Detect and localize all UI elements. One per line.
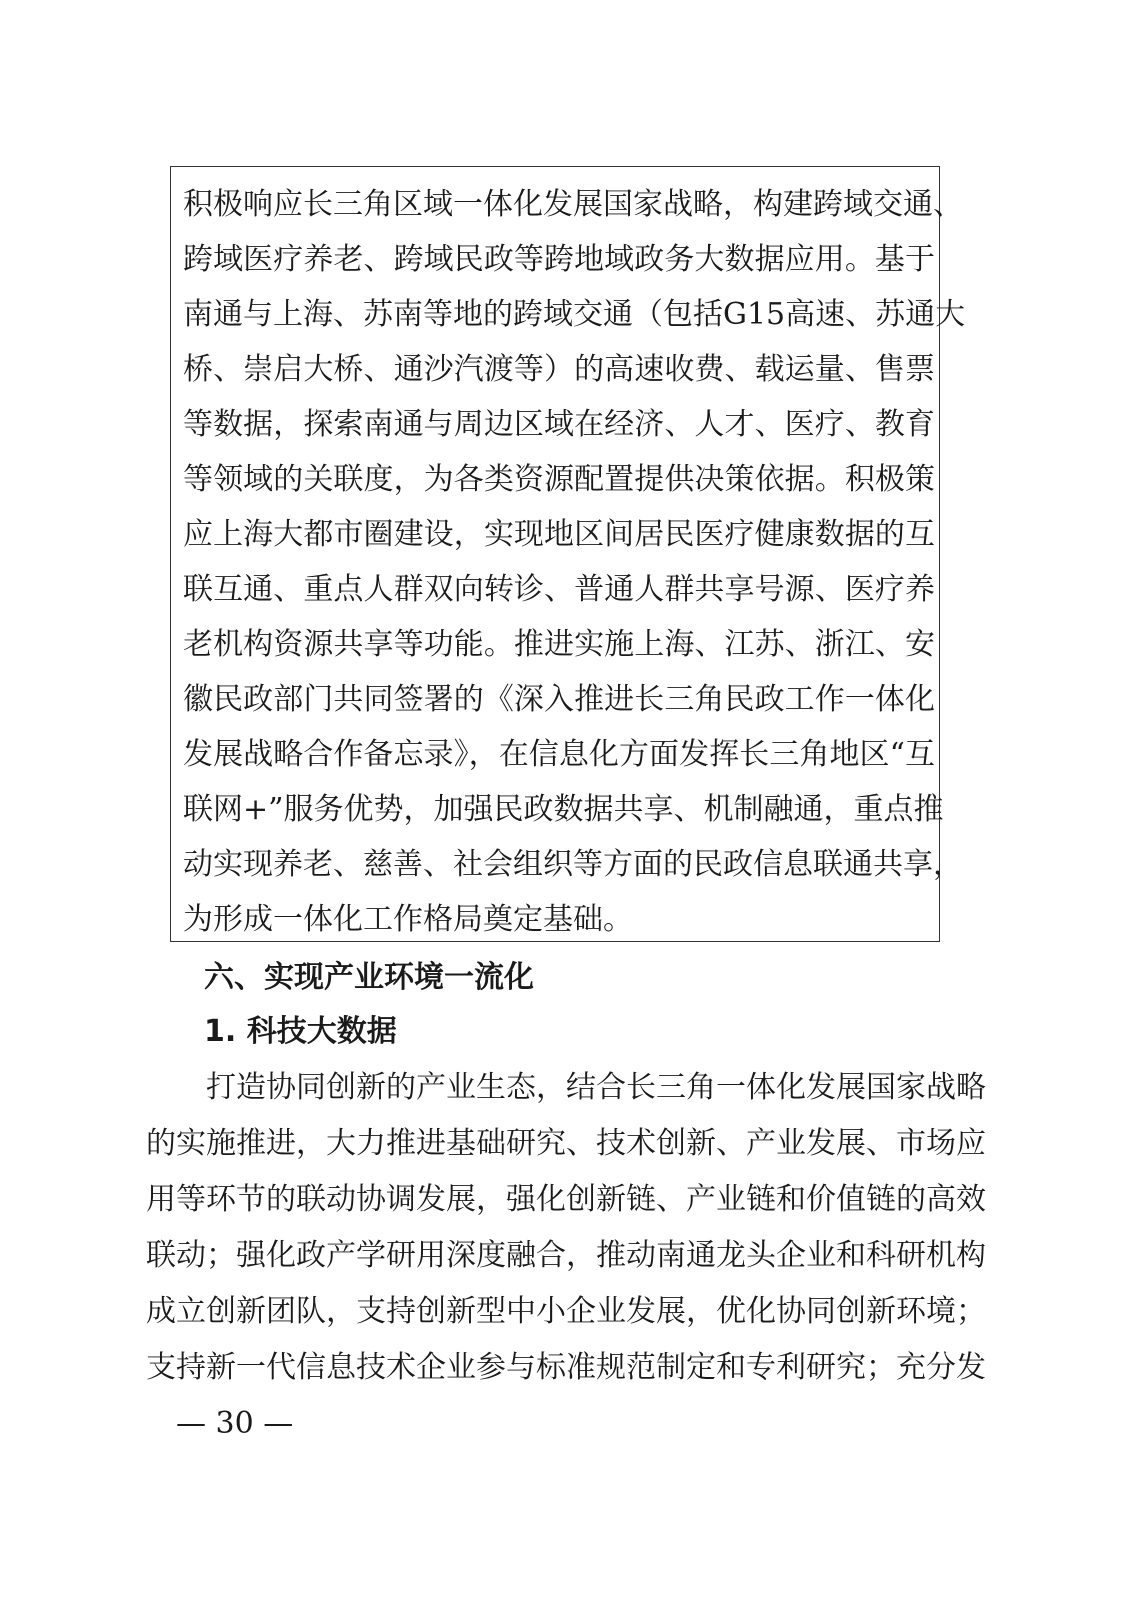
- boxed-line: 南通与上海、苏南等地的跨域交通（包括G15高速、苏通大: [183, 297, 966, 332]
- boxed-line: 等数据，探索南通与周边区域在经济、人才、医疗、教育: [183, 407, 935, 442]
- boxed-line: 联互通、重点人群双向转诊、普通人群共享号源、医疗养: [183, 572, 935, 607]
- boxed-line: 积极响应长三角区域一体化发展国家战略，构建跨域交通、: [183, 187, 963, 222]
- boxed-line: 联网+”服务优势，加强民政数据共享、机制融通，重点推: [183, 792, 944, 827]
- subsection-heading: 1. 科技大数据: [204, 1014, 397, 1049]
- body-line: 联动；强化政产学研用深度融合，推动南通龙头企业和科研机构: [146, 1238, 986, 1273]
- boxed-line: 为形成一体化工作格局奠定基础。: [183, 902, 633, 937]
- boxed-line: 应上海大都市圈建设，实现地区间居民医疗健康数据的互: [183, 517, 935, 552]
- boxed-line: 发展战略合作备忘录》，在信息化方面发挥长三角地区“互: [183, 737, 935, 772]
- boxed-line: 等领域的关联度，为各类资源配置提供决策依据。积极策: [183, 462, 935, 497]
- body-line: 打造协同创新的产业生态，结合长三角一体化发展国家战略: [206, 1070, 986, 1105]
- body-line: 的实施推进，大力推进基础研究、技术创新、产业发展、市场应: [146, 1126, 986, 1161]
- boxed-line: 跨域医疗养老、跨域民政等跨地域政务大数据应用。基于: [183, 242, 935, 277]
- section-heading: 六、实现产业环境一流化: [204, 960, 534, 995]
- boxed-line: 徽民政部门共同签署的《深入推进长三角民政工作一体化: [183, 682, 935, 717]
- body-line: 成立创新团队，支持创新型中小企业发展，优化协同创新环境；: [146, 1294, 986, 1329]
- body-line: 支持新一代信息技术企业参与标准规范制定和专利研究；充分发: [146, 1350, 986, 1385]
- boxed-line: 老机构资源共享等功能。推进实施上海、江苏、浙江、安: [183, 627, 935, 662]
- boxed-line: 桥、崇启大桥、通沙汽渡等）的高速收费、载运量、售票: [183, 352, 935, 387]
- page-number: — 30 —: [176, 1406, 294, 1441]
- boxed-paragraph: [170, 166, 966, 942]
- boxed-line: 动实现养老、慈善、社会组织等方面的民政信息联通共享，: [183, 847, 963, 882]
- body-line: 用等环节的联动协调发展，强化创新链、产业链和价值链的高效: [146, 1182, 986, 1217]
